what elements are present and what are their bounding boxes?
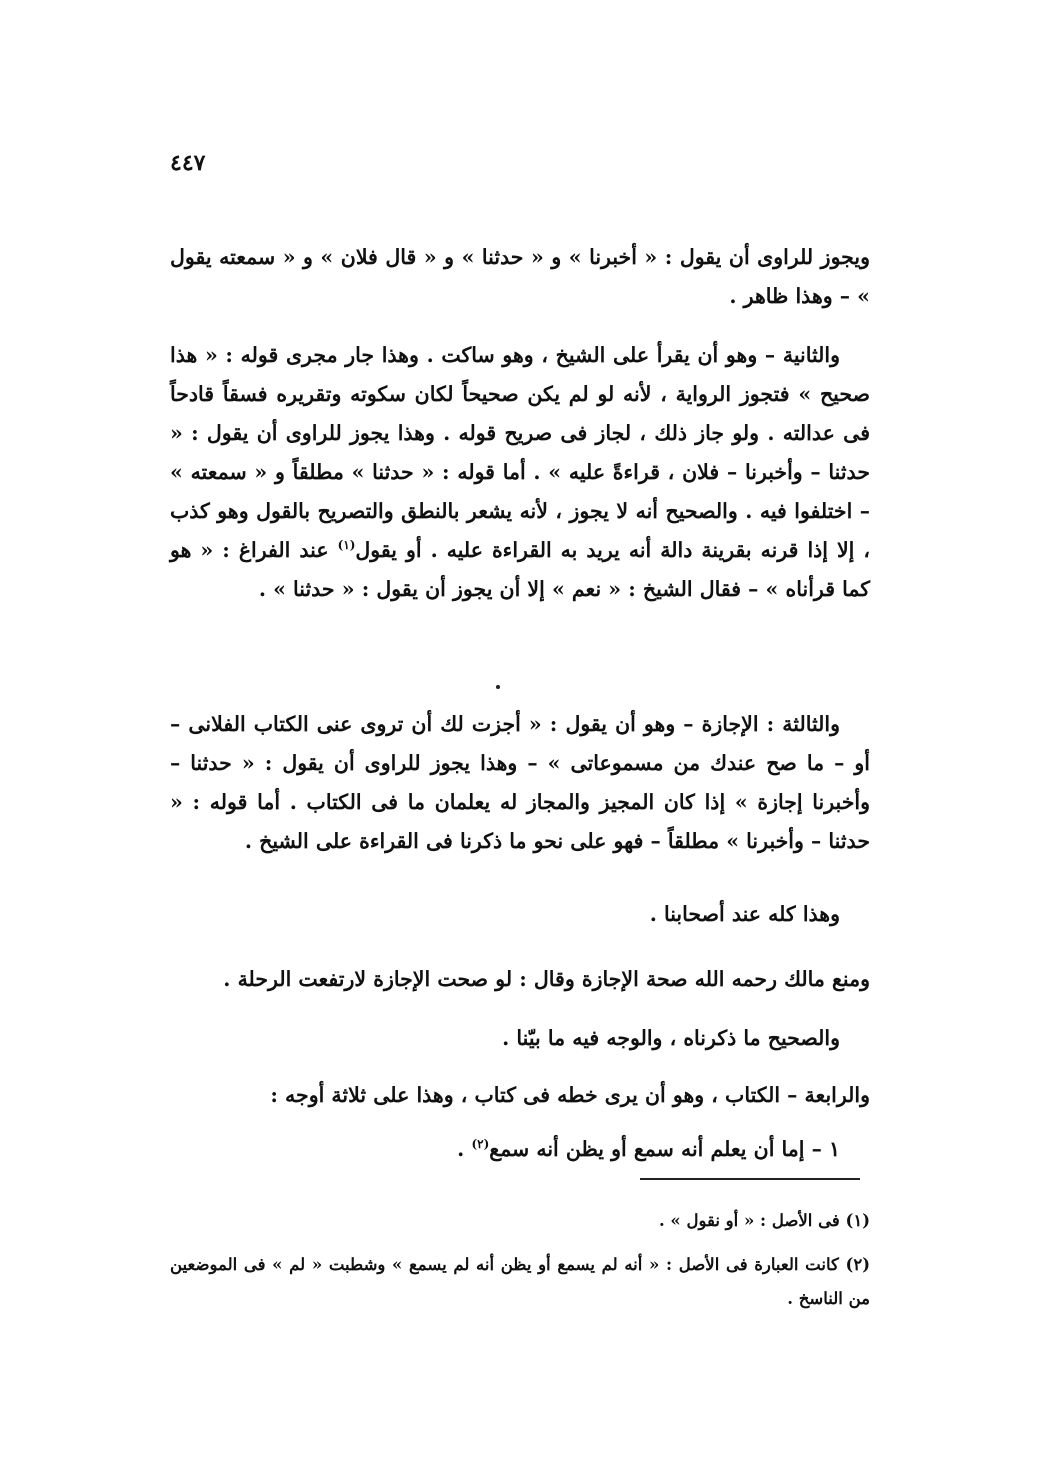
- stray-dot: [496, 685, 500, 689]
- paragraph-5: ومنع مالك رحمه الله صحة الإجازة وقال : لو صحت الإجازة لارتفعت الرحلة .: [223, 967, 870, 991]
- footnote-ref-1: (١): [337, 538, 356, 553]
- footnote-ref-2: (٢): [471, 1137, 490, 1152]
- paragraph-1: ويجوز للراوى أن يقول : « أخبرنا » و « حدثنا » و « قال فلان » و « سمعته يقول » – وهذا ظاهر .: [170, 245, 870, 308]
- page-number: ٤٤٧: [170, 150, 206, 176]
- paragraph-8-text-a: ١ – إما أن يعلم أنه سمع أو يظن أنه سمع: [489, 1137, 840, 1161]
- paragraph-2-text-a: والثانية – وهو أن يقرأ على الشيخ ، وهو ساكت . وهذا جار مجرى قوله : « هذا صحيح » فتجوز الرواية ، لأنه لو لم يكن صحيحاً لكان سكوته وتقريره فسقاً قادحاً فى عدالته . ولو جاز ذلك ، لجاز فى صريح قوله . وهذا يجوز للراوى أن يقول : « حدثنا – وأخبرنا – فلان ، قراءةً عليه » . أما قوله : « حدثنا » مطلقاً و « سمعته » – اختلفوا فيه . والصحيح أنه لا يجوز ، لأنه يشعر بالنطق والتصريح بالقول وهو كذب ، إلا إذا قرنه بقرينة دالة أنه يريد به القراءة عليه . أو يقول: [170, 343, 870, 562]
- paragraph-6: والصحيح ما ذكرناه ، والوجه فيه ما بيّنا .: [502, 1026, 840, 1050]
- footnote-divider: [640, 1178, 860, 1180]
- paragraph-2: [170, 336, 870, 609]
- paragraph-2-text-b: عند الفراغ : « هو كما قرأناه » – فقال الشيخ : « نعم » إلا أن يجوز أن يقول : « حدثنا » .: [170, 538, 870, 601]
- paragraph-7: والرابعة – الكتاب ، وهو أن يرى خطه فى كتاب ، وهذا على ثلاثة أوجه :: [270, 1083, 870, 1107]
- paragraph-8-text-b: .: [457, 1137, 472, 1161]
- footnote-2: (٢) كانت العبارة فى الأصل : « أنه لم يسمع أو يظن أنه لم يسمع » وشطبت « لم » فى الموضعين من الناسخ .: [170, 1255, 870, 1308]
- paragraph-8: [170, 1130, 870, 1169]
- paragraph-4: وهذا كله عند أصحابنا .: [649, 902, 840, 926]
- paragraph-3: والثالثة : الإجازة – وهو أن يقول : « أجزت لك أن تروى عنى الكتاب الفلانى – أو – ما صح عندك من مسموعاتى » – وهذا يجوز للراوى أن يقول : « حدثنا – وأخبرنا إجازة » إذا كان المجيز والمجاز له يعلمان ما فى الكتاب . أما قوله : « حدثنا – وأخبرنا » مطلقاً – فهو على نحو ما ذكرنا فى القراءة على الشيخ .: [170, 712, 870, 853]
- footnote-1: (١) فى الأصل : « أو نقول » .: [658, 1211, 870, 1230]
